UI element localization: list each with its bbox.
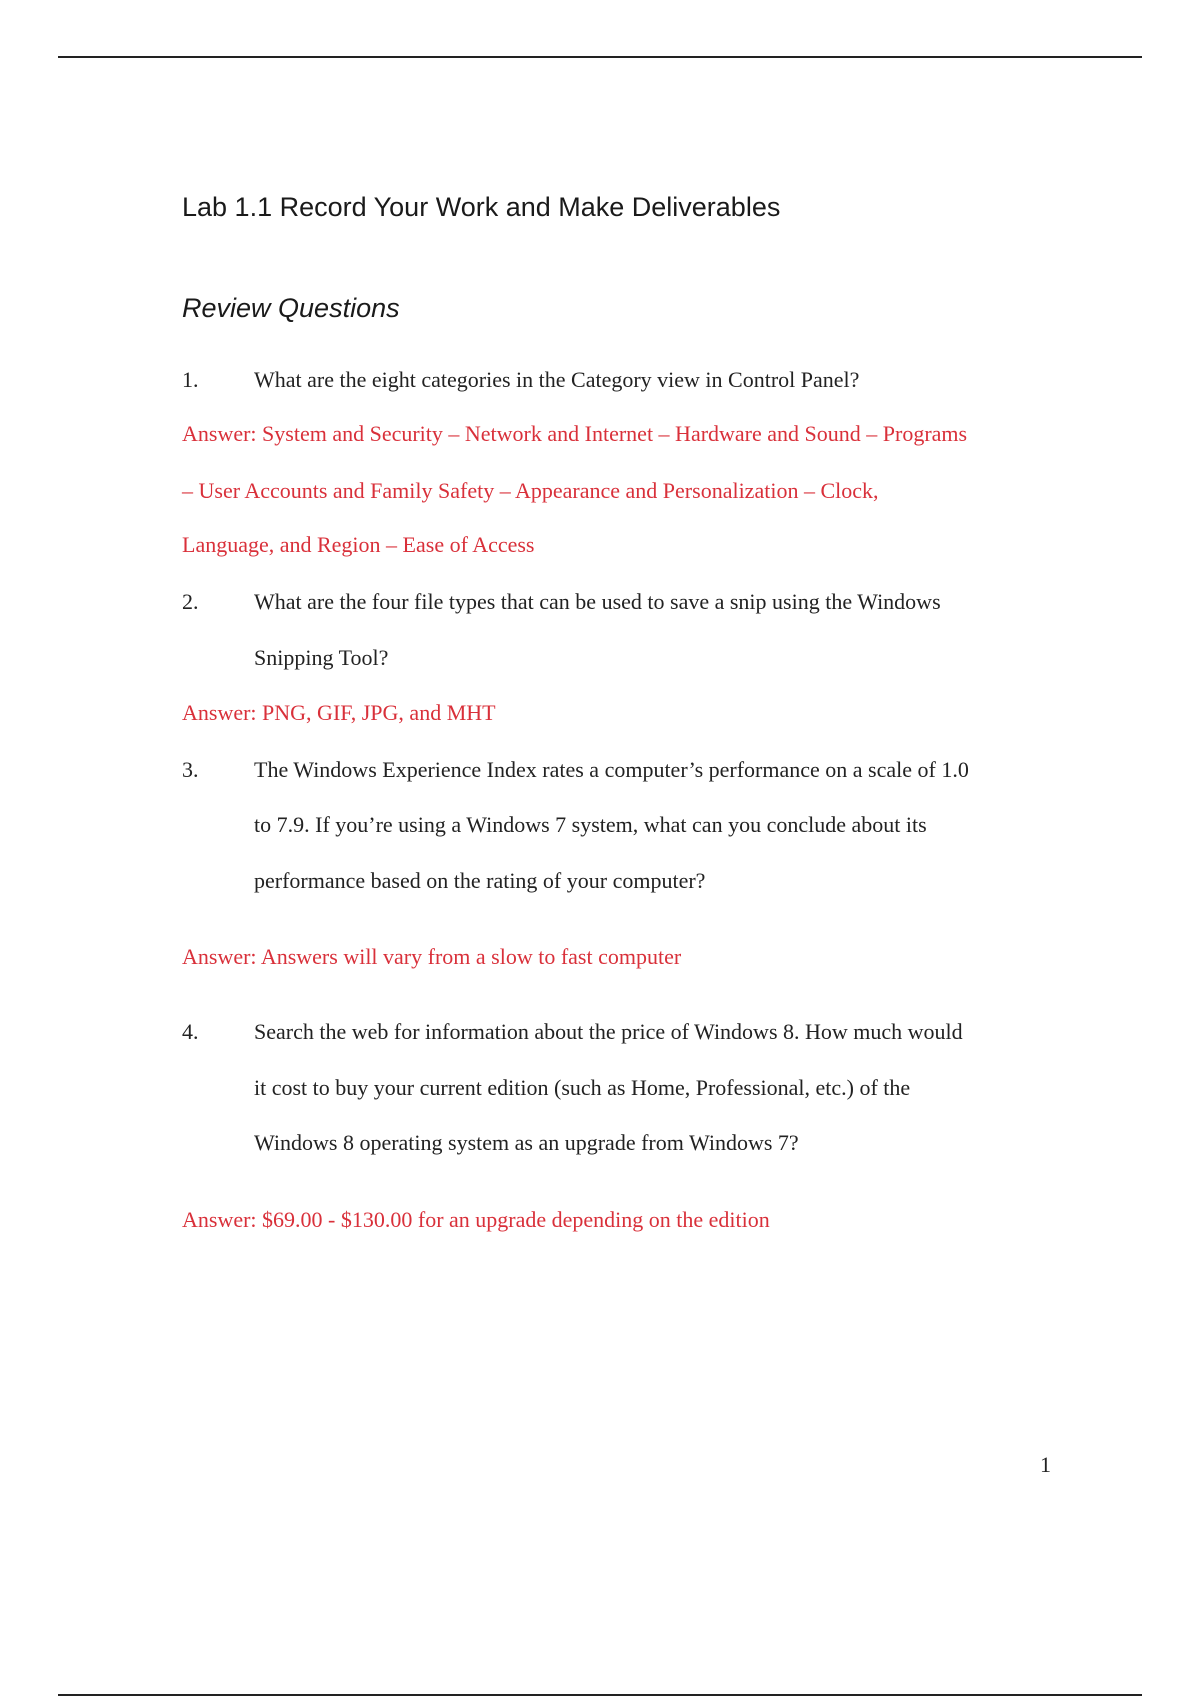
- question-text: to 7.9. If you’re using a Windows 7 system, what can you conclude about its: [254, 812, 927, 837]
- question-text: What are the eight categories in the Category view in Control Panel?: [254, 367, 860, 392]
- answer-3: Answer: Answers will vary from a slow to fast computer: [182, 944, 682, 969]
- question-text: What are the four file types that can be used to save a snip using the Windows: [254, 589, 941, 614]
- question-number: 4.: [182, 1019, 199, 1044]
- top-rule: [58, 56, 1142, 58]
- question-number: 1.: [182, 367, 199, 392]
- answer-2: Answer: PNG, GIF, JPG, and MHT: [182, 700, 496, 725]
- question-number: 2.: [182, 589, 199, 614]
- question-text: The Windows Experience Index rates a computer’s performance on a scale of 1.0: [254, 757, 969, 782]
- bottom-rule: [58, 1694, 1142, 1696]
- document-title: Lab 1.1 Record Your Work and Make Deliverables: [182, 192, 781, 222]
- answer-1-line-3: Language, and Region – Ease of Access: [182, 532, 535, 557]
- answer-1-line-1: Answer: System and Security – Network and Internet – Hardware and Sound – Programs: [182, 421, 968, 446]
- answer-1-line-2: – User Accounts and Family Safety – Appearance and Personalization – Clock,: [182, 478, 879, 503]
- section-heading: Review Questions: [182, 293, 400, 323]
- question-text: it cost to buy your current edition (such as Home, Professional, etc.) of the: [254, 1075, 911, 1100]
- question-number: 3.: [182, 757, 199, 782]
- question-text: Search the web for information about the price of Windows 8. How much would: [254, 1019, 963, 1044]
- answer-4: Answer: $69.00 - $130.00 for an upgrade depending on the edition: [182, 1207, 770, 1232]
- question-text: Snipping Tool?: [254, 645, 389, 670]
- question-text: performance based on the rating of your computer?: [254, 868, 706, 893]
- page-number: 1: [1040, 1452, 1051, 1477]
- question-text: Windows 8 operating system as an upgrade from Windows 7?: [254, 1130, 799, 1155]
